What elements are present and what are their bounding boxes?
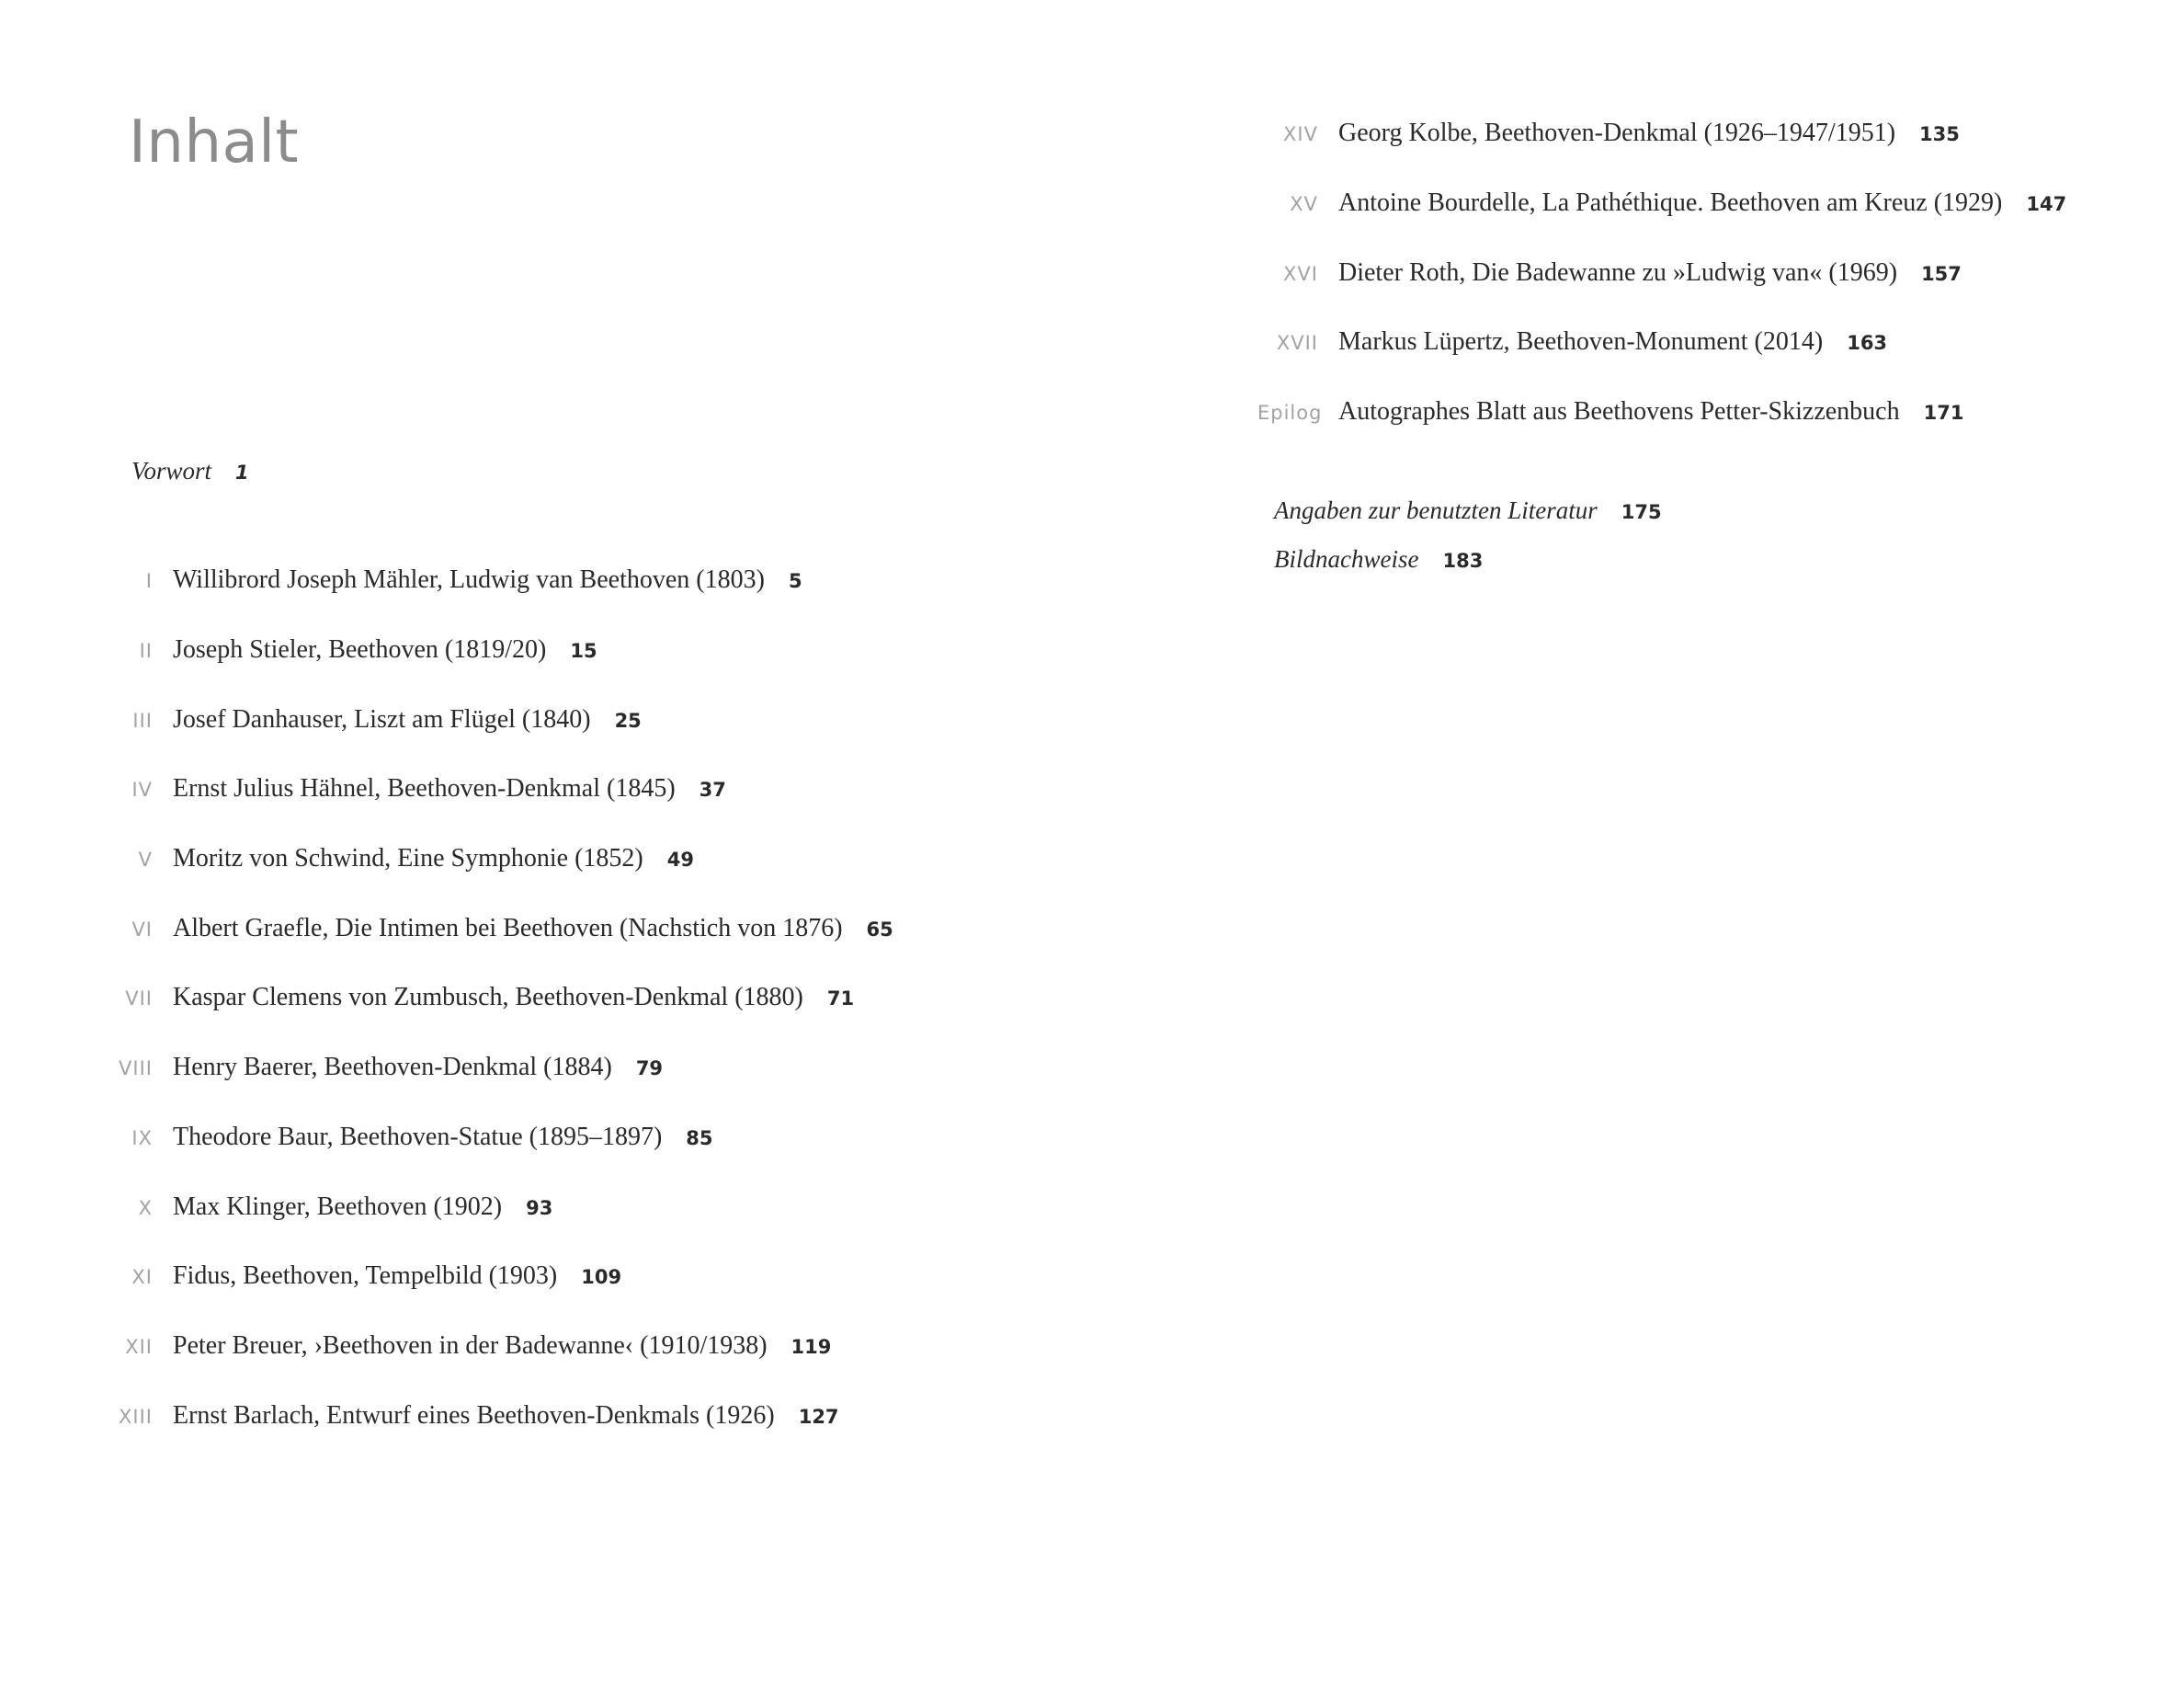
chapter-title: Antoine Bourdelle, La Pathéthique. Beethoven am Kreuz (1929)	[1338, 188, 2003, 217]
chapter-number: V	[138, 849, 153, 871]
chapter-title: Josef Danhauser, Liszt am Flügel (1840)	[173, 705, 591, 734]
chapter-page-number: 37	[699, 779, 726, 801]
chapter-page-number: 119	[791, 1336, 832, 1358]
chapter-page-number: 65	[866, 918, 893, 941]
chapter-number: X	[138, 1197, 153, 1219]
chapter-number: XVI	[1283, 263, 1318, 285]
chapter-number: VI	[131, 918, 153, 941]
chapter-title: Max Klinger, Beethoven (1902)	[173, 1192, 503, 1221]
foreword-page-number: 1	[235, 462, 249, 484]
chapter-number: VII	[125, 987, 153, 1010]
chapter-entry[interactable]	[92, 1401, 839, 1431]
chapter-number: XIV	[1283, 123, 1318, 145]
chapter-number: VIII	[119, 1057, 153, 1079]
chapter-title: Peter Breuer, ›Beethoven in der Badewanne‹ (1910/1938)	[173, 1331, 768, 1360]
chapter-entry[interactable]	[92, 774, 726, 804]
chapter-page-number: 163	[1847, 332, 1888, 354]
chapter-title: Markus Lüpertz, Beethoven-Monument (2014)	[1338, 327, 1824, 356]
chapter-page-number: 93	[526, 1197, 553, 1219]
back-matter-list	[1274, 496, 1662, 594]
chapter-entry[interactable]	[92, 844, 694, 873]
chapter-number: I	[145, 570, 153, 592]
chapter-entry[interactable]	[92, 705, 642, 735]
literature-label: Angaben zur benutzten Literatur	[1274, 496, 1598, 524]
chapter-number: XI	[131, 1266, 153, 1288]
chapter-entry[interactable]	[92, 1192, 552, 1222]
foreword-label: Vorwort	[131, 457, 212, 485]
chapter-number: XIII	[119, 1406, 153, 1428]
chapter-page-number: 157	[1921, 263, 1962, 285]
epilog-entry[interactable]	[1257, 397, 1963, 427]
chapter-page-number: 5	[788, 570, 802, 592]
chapter-entry[interactable]	[92, 1053, 663, 1082]
chapter-page-number: 147	[2026, 193, 2067, 215]
page-title: Inhalt	[129, 108, 300, 177]
chapter-entry[interactable]	[92, 565, 802, 595]
chapter-entry[interactable]	[92, 1331, 831, 1361]
chapter-page-number: 71	[826, 987, 855, 1010]
chapter-page-number: 171	[1923, 402, 1964, 424]
chapter-page-number: 15	[570, 640, 597, 662]
right-page	[1092, 0, 2184, 1700]
chapter-entry[interactable]	[92, 983, 854, 1012]
image-credits-label: Bildnachweise	[1274, 545, 1419, 573]
chapter-title: Dieter Roth, Die Badewanne zu »Ludwig van« (1969)	[1338, 258, 1898, 287]
literature-page-number: 175	[1621, 501, 1662, 523]
chapter-number: IV	[131, 779, 153, 801]
chapter-title: Fidus, Beethoven, Tempelbild (1903)	[173, 1261, 558, 1290]
chapter-title: Willibrord Joseph Mähler, Ludwig van Beethoven (1803)	[173, 565, 765, 594]
chapter-title: Ernst Julius Hähnel, Beethoven-Denkmal (1845)	[173, 774, 676, 803]
foreword-entry[interactable]	[131, 457, 249, 485]
chapter-number: XVII	[1276, 332, 1318, 354]
chapter-title: Henry Baerer, Beethoven-Denkmal (1884)	[173, 1053, 612, 1081]
chapter-page-number: 25	[614, 710, 642, 732]
chapter-number: XV	[1290, 193, 1318, 215]
chapter-title: Joseph Stieler, Beethoven (1819/20)	[173, 635, 547, 664]
chapter-title: Theodore Baur, Beethoven-Statue (1895–1897)	[173, 1123, 663, 1151]
image-credits-page-number: 183	[1442, 550, 1484, 572]
chapter-entry[interactable]	[92, 1123, 713, 1152]
image-credits-entry[interactable]	[1274, 545, 1662, 594]
chapter-page-number: 49	[666, 849, 694, 871]
chapter-entry[interactable]	[1257, 258, 1962, 288]
chapter-entry[interactable]	[1257, 119, 1960, 148]
chapter-entry[interactable]	[1257, 188, 2066, 218]
chapter-number: XII	[125, 1336, 153, 1358]
literature-entry[interactable]	[1274, 496, 1662, 545]
chapter-number: III	[132, 710, 153, 732]
chapter-entry[interactable]	[92, 914, 893, 943]
chapter-page-number: 127	[798, 1406, 839, 1428]
chapter-page-number: 85	[686, 1127, 713, 1149]
epilog-label: Epilog	[1257, 402, 1323, 424]
chapter-title: Kaspar Clemens von Zumbusch, Beethoven-Denkmal (1880)	[173, 983, 803, 1011]
chapter-number: IX	[131, 1127, 153, 1149]
chapter-entry[interactable]	[1257, 327, 1887, 357]
chapter-page-number: 135	[1919, 123, 1960, 145]
chapter-entry[interactable]	[92, 635, 597, 665]
chapter-page-number: 109	[581, 1266, 622, 1288]
chapter-entry[interactable]	[92, 1261, 621, 1291]
chapter-title: Ernst Barlach, Entwurf eines Beethoven-Denkmals (1926)	[173, 1401, 775, 1430]
chapter-title: Autographes Blatt aus Beethovens Petter-Skizzenbuch	[1338, 397, 1900, 426]
chapter-number: II	[139, 640, 153, 662]
chapter-title: Moritz von Schwind, Eine Symphonie (1852)	[173, 844, 643, 873]
chapter-title: Albert Graefle, Die Intimen bei Beethoven (Nachstich von 1876)	[173, 914, 843, 942]
chapter-page-number: 79	[635, 1057, 664, 1079]
chapter-title: Georg Kolbe, Beethoven-Denkmal (1926–1947/1951)	[1338, 119, 1896, 147]
